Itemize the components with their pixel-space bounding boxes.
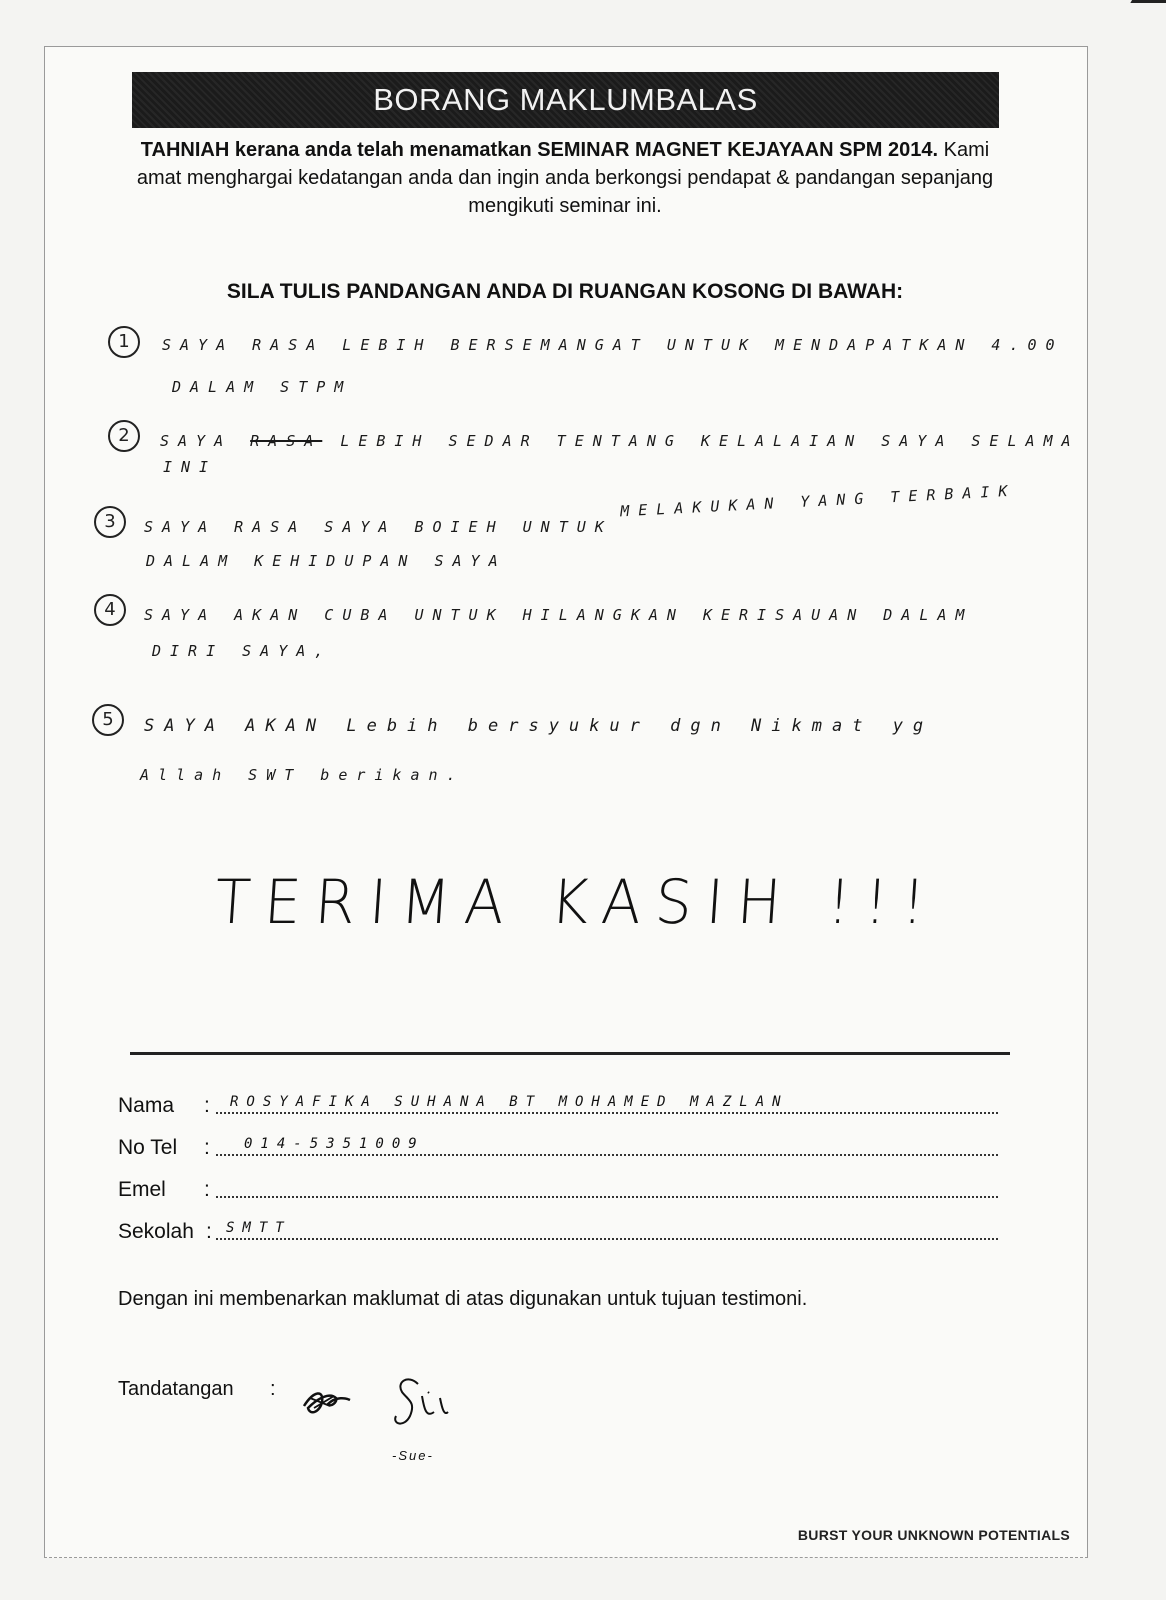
signature-colon: :	[270, 1378, 276, 1400]
response-2-struck-word: RASA	[250, 432, 323, 450]
field-sekolah	[118, 1210, 998, 1244]
response-number-1: 1	[108, 326, 140, 358]
sekolah-value[interactable]: SMTT	[226, 1220, 292, 1236]
response-number-4: 4	[94, 594, 126, 626]
nama-line	[216, 1112, 998, 1114]
form-sheet	[44, 46, 1088, 1558]
intro-bold: TAHNIAH kerana anda telah menamatkan SEMINAR MAGNET KEJAYAAN SPM 2014.	[140, 139, 939, 161]
response-2-line-1	[160, 432, 1080, 450]
instruction: SILA TULIS PANDANGAN ANDA DI RUANGAN KOSONG DI BAWAH:	[226, 280, 904, 303]
response-3-line-1: SAYA RASA SAYA BOIEH UNTUK	[144, 518, 613, 536]
response-5-line-2: Allah SWT berikan.	[140, 766, 465, 784]
response-number-3: 3	[94, 506, 126, 538]
response-2-rest: LEBIH SEDAR TENTANG KELALAIAN SAYA SELAMA	[340, 432, 1080, 450]
emel-colon: :	[204, 1178, 210, 1201]
divider	[130, 1052, 1010, 1055]
tel-line	[216, 1154, 998, 1156]
intro-text	[120, 136, 1010, 220]
sekolah-colon: :	[206, 1220, 212, 1243]
closing-text: TERIMA KASIH !!!	[212, 866, 942, 938]
nama-colon: :	[204, 1094, 210, 1117]
footer-tagline: BURST YOUR UNKNOWN POTENTIALS	[797, 1527, 1070, 1543]
response-4-line-2: DIRI SAYA,	[152, 642, 333, 660]
response-2-line-2: INI	[163, 458, 218, 476]
emel-line	[216, 1196, 998, 1198]
intro-rest: Kami amat menghargai kedatangan anda dan ingin anda berkongsi pendapat & pandangan sepanjang mengikuti seminar ini.	[136, 139, 994, 217]
signature-label: Tandatangan	[118, 1378, 234, 1400]
sekolah-label: Sekolah	[118, 1220, 194, 1243]
tel-label: No Tel	[118, 1136, 178, 1159]
response-3-line-1-raised: MELAKUKAN YANG TERBAIK	[619, 481, 1017, 521]
response-3-line-2: DALAM KEHIDUPAN SAYA	[146, 552, 507, 570]
emel-label: Emel	[118, 1178, 166, 1201]
nama-label: Nama	[118, 1094, 175, 1117]
signature-name: -Sue-	[392, 1448, 434, 1463]
field-tel	[118, 1126, 998, 1160]
field-nama	[118, 1084, 998, 1118]
tel-value[interactable]: 014-5351009	[244, 1136, 425, 1152]
nama-value[interactable]: ROSYAFIKA SUHANA BT MOHAMED MAZLAN	[230, 1094, 789, 1110]
form-title: BORANG MAKLUMBALAS	[132, 72, 999, 128]
response-4-line-1: SAYA AKAN CUBA UNTUK HILANGKAN KERISAUAN DALAM	[144, 606, 974, 624]
response-5-line-1: SAYA AKAN Lebih bersyukur dgn Nikmat yg	[144, 716, 934, 736]
sekolah-line	[216, 1238, 998, 1240]
response-1-line-1: SAYA RASA LEBIH BERSEMANGAT UNTUK MENDAPATKAN 4.00	[162, 336, 1064, 354]
page-edge	[1120, 0, 1166, 21]
response-number-5: 5	[92, 704, 124, 736]
response-1-line-2: DALAM STPM	[172, 378, 353, 396]
consent-text: Dengan ini membenarkan maklumat di atas digunakan untuk tujuan testimoni.	[118, 1288, 808, 1310]
response-number-2: 2	[108, 420, 140, 452]
response-2-word: SAYA	[160, 432, 233, 450]
signature-image[interactable]	[300, 1362, 470, 1452]
field-emel	[118, 1168, 998, 1202]
tel-colon: :	[204, 1136, 210, 1159]
